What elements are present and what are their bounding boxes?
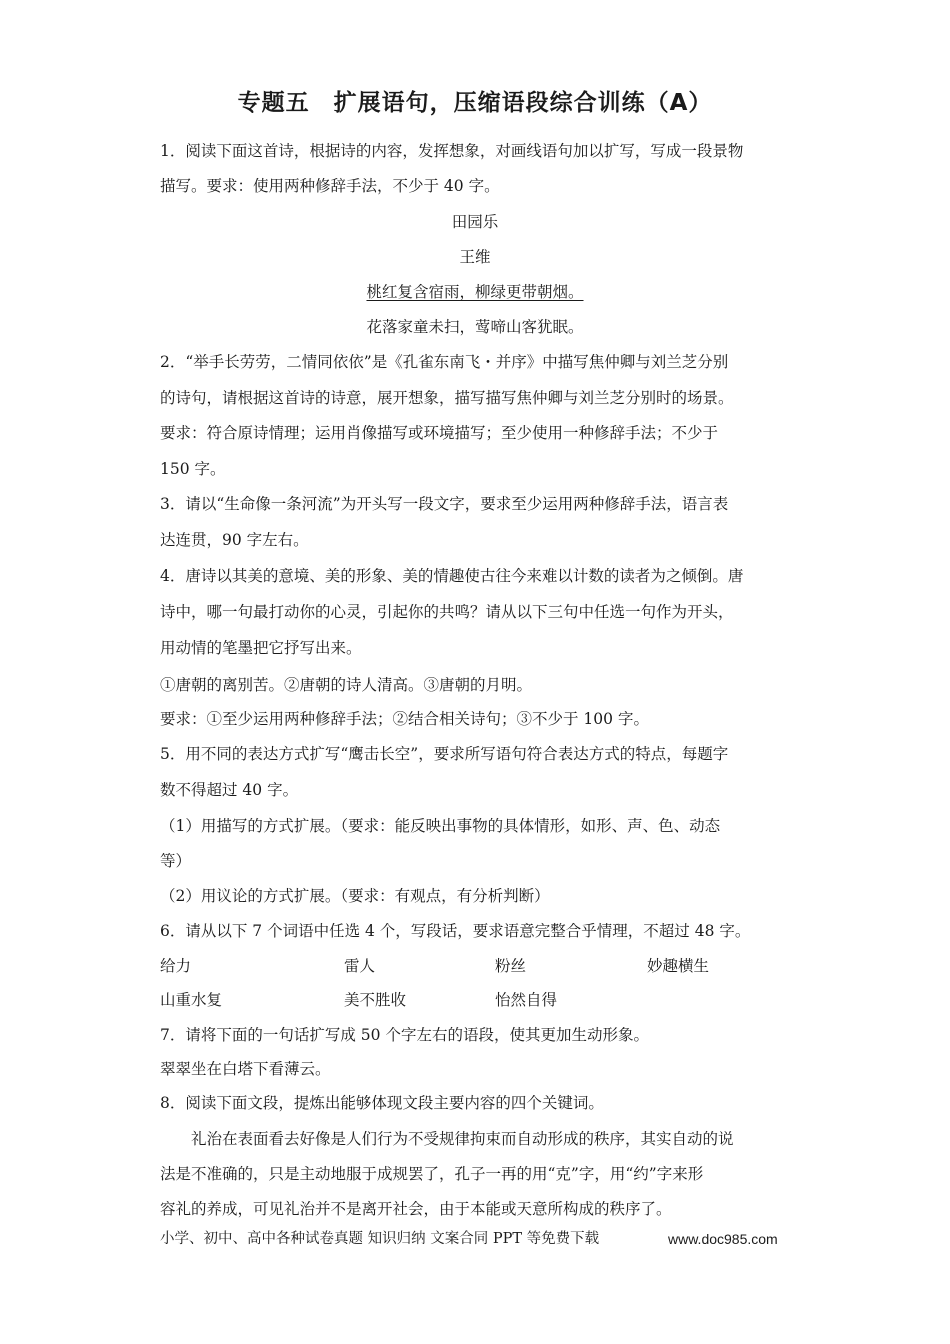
word-option: 给力	[160, 957, 192, 975]
q3-line-2: 达连贯，90 字左右。	[160, 531, 309, 549]
passage-line-3: 容礼的养成，可见礼治并不是离开社会，由于本能或天意所构成的秩序了。	[160, 1200, 672, 1218]
word-option: 美不胜收	[344, 991, 407, 1009]
q1-line-2: 描写。要求：使用两种修辞手法，不少于 40 字。	[160, 177, 500, 195]
q7-line-1: 7．请将下面的一句话扩写成 50 个字左右的语段，使其更加生动形象。	[160, 1026, 649, 1044]
q2-line-1: 2．“举手长劳劳，二情同依依”是《孔雀东南飞・并序》中描写焦仲卿与刘兰芝分别	[160, 353, 729, 371]
page-title: 专题五 扩展语句，压缩语段综合训练（A）	[237, 90, 713, 116]
footer-text: 小学、初中、高中各种试卷真题 知识归纳 文案合同 PPT 等免费下载	[160, 1231, 600, 1247]
poem-line-2: 花落家童未扫，莺啼山客犹眠。	[366, 318, 584, 336]
passage-line-2: 法是不准确的，只是主动地服于成规罢了，孔子一再的用“克”字，用“约”字来形	[160, 1165, 704, 1183]
q6-line-1: 6．请从以下 7 个词语中任选 4 个，写段话，要求语意完整合乎情理，不超过 48 字。	[160, 922, 751, 940]
q4-options: ①唐朝的离别苦。②唐朝的诗人清高。③唐朝的月明。	[160, 676, 533, 694]
q2-line-2: 的诗句，请根据这首诗的诗意，展开想象，描写描写焦仲卿与刘兰芝分别时的场景。	[160, 389, 734, 407]
q7-sentence: 翠翠坐在白塔下看薄云。	[160, 1060, 331, 1078]
q5-sub1-line-1: （1）用描写的方式扩展。（要求：能反映出事物的具体情形，如形、声、色、动态	[160, 817, 721, 835]
q5-line-2: 数不得超过 40 字。	[160, 781, 299, 799]
poem-line-1-wrap	[0, 282, 950, 302]
word-option: 怡然自得	[495, 991, 558, 1009]
word-option: 妙趣横生	[647, 957, 710, 975]
poem-title: 田园乐	[451, 213, 499, 231]
q4-line-1: 4．唐诗以其美的意境、美的形象、美的情趣使古往今来难以计数的读者为之倾倒。唐	[160, 567, 744, 585]
q2-line-3: 要求：符合原诗情理；运用肖像描写或环境描写；至少使用一种修辞手法；不少于	[160, 424, 719, 442]
passage-line-1: 礼治在表面看去好像是人们行为不受规律拘束而自动形成的秩序，其实自动的说	[191, 1130, 734, 1148]
word-option: 雷人	[344, 957, 376, 975]
word-option: 山重水复	[160, 991, 223, 1009]
poem-author: 王维	[459, 248, 491, 266]
poem-line-1-underlined: 桃红复含宿雨，柳绿更带朝烟。	[366, 283, 584, 301]
q5-sub1-line-2: 等）	[160, 852, 192, 870]
footer-link[interactable]: www.doc985.com	[668, 1231, 778, 1247]
q2-line-4: 150 字。	[160, 460, 226, 478]
q3-line-1: 3．请以“生命像一条河流”为开头写一段文字，要求至少运用两种修辞手法，语言表	[160, 495, 729, 513]
q5-sub2: （2）用议论的方式扩展。（要求：有观点，有分析判断）	[160, 887, 550, 905]
q5-line-1: 5．用不同的表达方式扩写“鹰击长空”，要求所写语句符合表达方式的特点，每题字	[160, 745, 729, 763]
q4-line-2: 诗中，哪一句最打动你的心灵，引起你的共鸣？请从以下三句中任选一句作为开头，	[160, 603, 734, 621]
word-option: 粉丝	[495, 957, 527, 975]
q8-line-1: 8．阅读下面文段，提炼出能够体现文段主要内容的四个关键词。	[160, 1094, 604, 1112]
q1-line-1: 1．阅读下面这首诗，根据诗的内容，发挥想象，对画线语句加以扩写，写成一段景物	[160, 142, 744, 160]
q4-line-3: 用动情的笔墨把它抒写出来。	[160, 639, 362, 657]
q4-requirements: 要求：①至少运用两种修辞手法；②结合相关诗句；③不少于 100 字。	[160, 710, 649, 728]
